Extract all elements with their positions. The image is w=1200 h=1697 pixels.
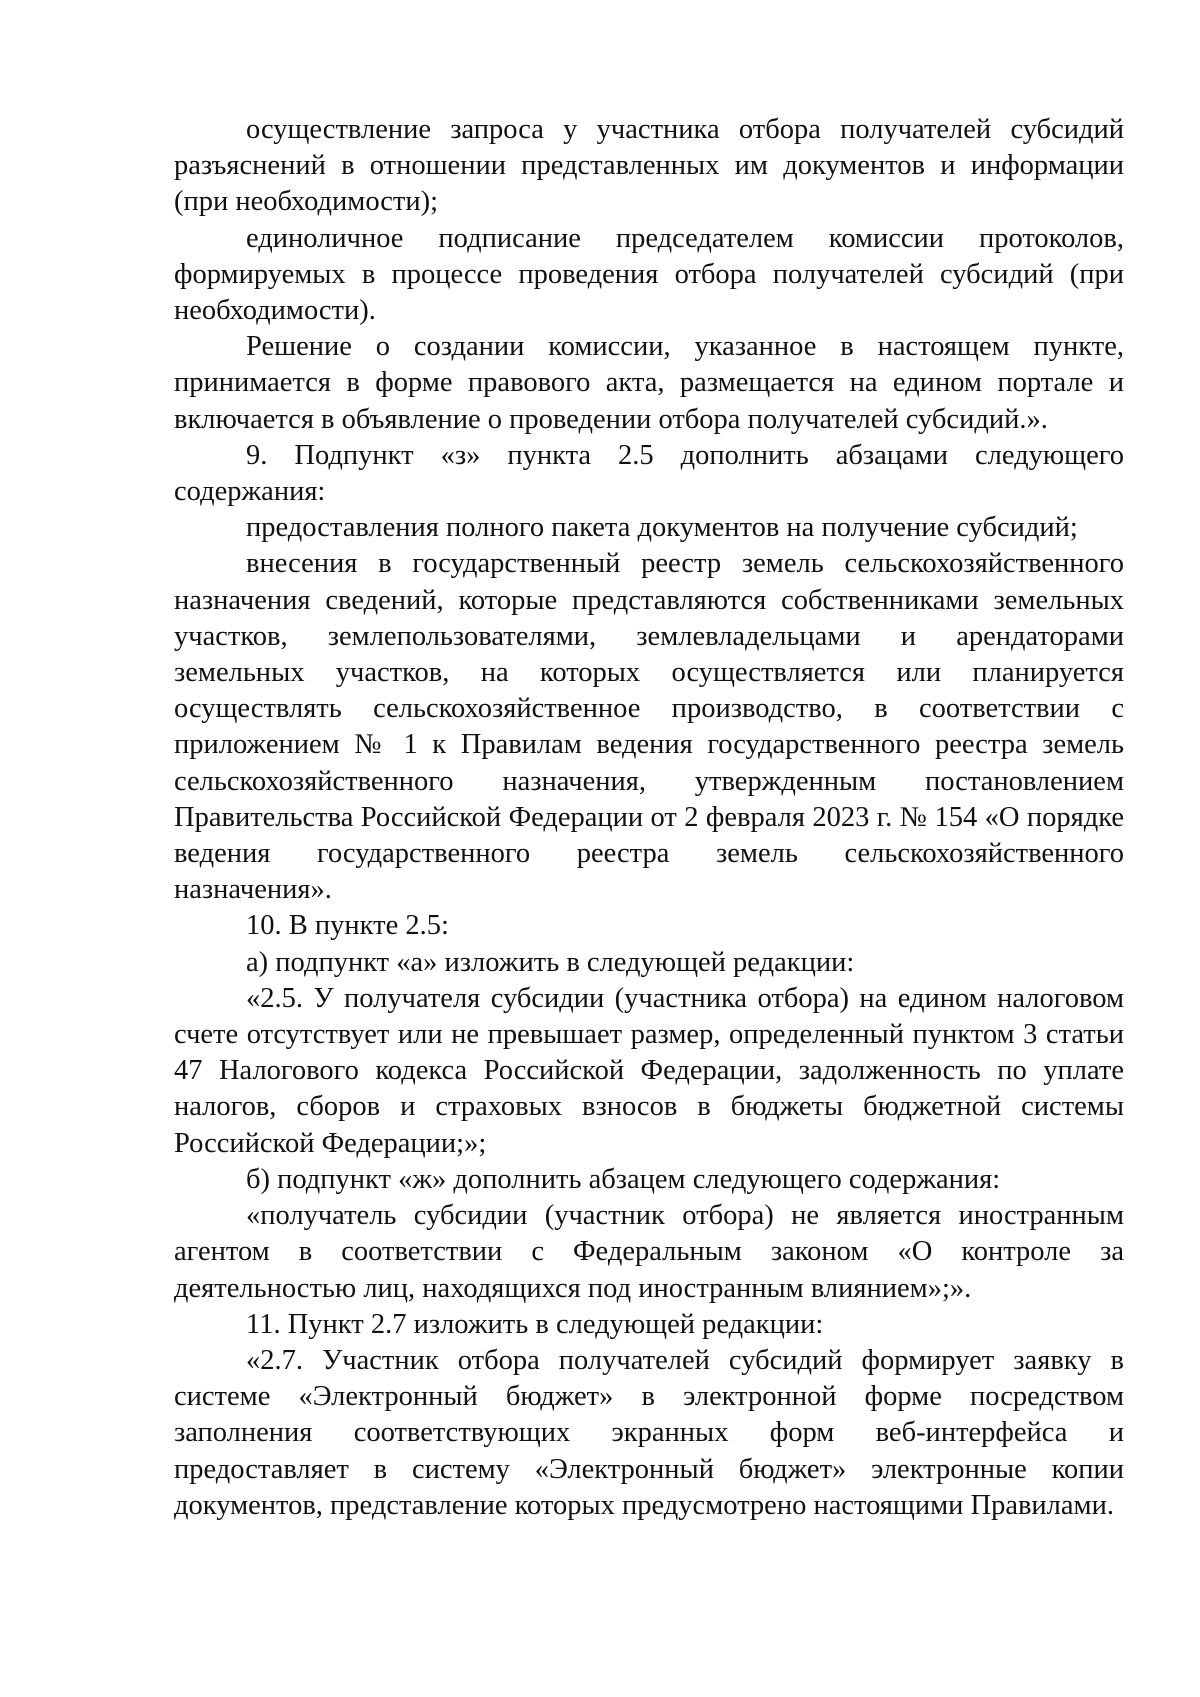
paragraph-subitem-b: б) подпункт «ж» дополнить абзацем следующего содержания: <box>246 1163 1001 1195</box>
paragraph-land-registry: внесения в государственный реестр земель сельскохозяйственного назначения сведений, которые представляются собственниками земельных участков, землепользователями, землевладельцами и арендаторами земельных участков, на которых осуществляется или планируется осуществлять сельскохозяйственное производство, в соответствии с приложением № 1 к Правилам ведения государственного реестра земель сельскохозяйственного назначения, утвержденным постановлением Правительства Российской Федерации от 2 февраля 2023 г. № 154 «О порядке ведения государственного реестра земель сельскохозяйственного назначения». <box>174 548 1124 906</box>
paragraph-item-11: 11. Пункт 2.7 изложить в следующей редакции: <box>246 1308 824 1340</box>
paragraph-electronic-budget: «2.7. Участник отбора получателей субсидий формирует заявку в системе «Электронный бюджет» в электронной форме посредством заполнения соответствующих экранных форм веб-интерфейса и предоставляет в систему «Электронный бюджет» электронные копии документов, представление которых предусмотрено настоящими Правилами. <box>174 1344 1124 1521</box>
paragraph-commission-decision: Решение о создании комиссии, указанное в настоящем пункте, принимается в форме правового акта, размещается на едином портале и включается в объявление о проведении отбора получателей субсидий.». <box>174 331 1124 435</box>
document-body <box>174 112 1124 1524</box>
paragraph-tax-debt: «2.5. У получателя субсидии (участника отбора) на едином налоговом счете отсутствует или не превышает размер, определенный пунктом 3 статьи 47 Налогового кодекса Российской Федерации, задолженность по уплате налогов, сборов и страховых взносов в бюджеты бюджетной системы Российской Федерации;»; <box>174 982 1124 1159</box>
paragraph-request-clarifications: осуществление запроса у участника отбора получателей субсидий разъяснений в отношении представленных им документов и информации (при необходимости); <box>174 114 1124 218</box>
paragraph-item-10: 10. В пункте 2.5: <box>246 910 449 942</box>
paragraph-item-9: 9. Подпункт «з» пункта 2.5 дополнить абзацами следующего содержания: <box>174 439 1124 508</box>
paragraph-sole-signing: единоличное подписание председателем комиссии протоколов, формируемых в процессе проведения отбора получателей субсидий (при необходимости). <box>174 222 1124 327</box>
paragraph-subitem-a: а) подпункт «а» изложить в следующей редакции: <box>246 946 855 978</box>
paragraph-foreign-agent: «получатель субсидии (участник отбора) не является иностранным агентом в соответствии с Федеральным законом «О контроле за деятельностью лиц, находящихся под иностранным влиянием»;». <box>174 1200 1124 1304</box>
paragraph-full-package: предоставления полного пакета документов на получение субсидий; <box>246 512 1078 544</box>
